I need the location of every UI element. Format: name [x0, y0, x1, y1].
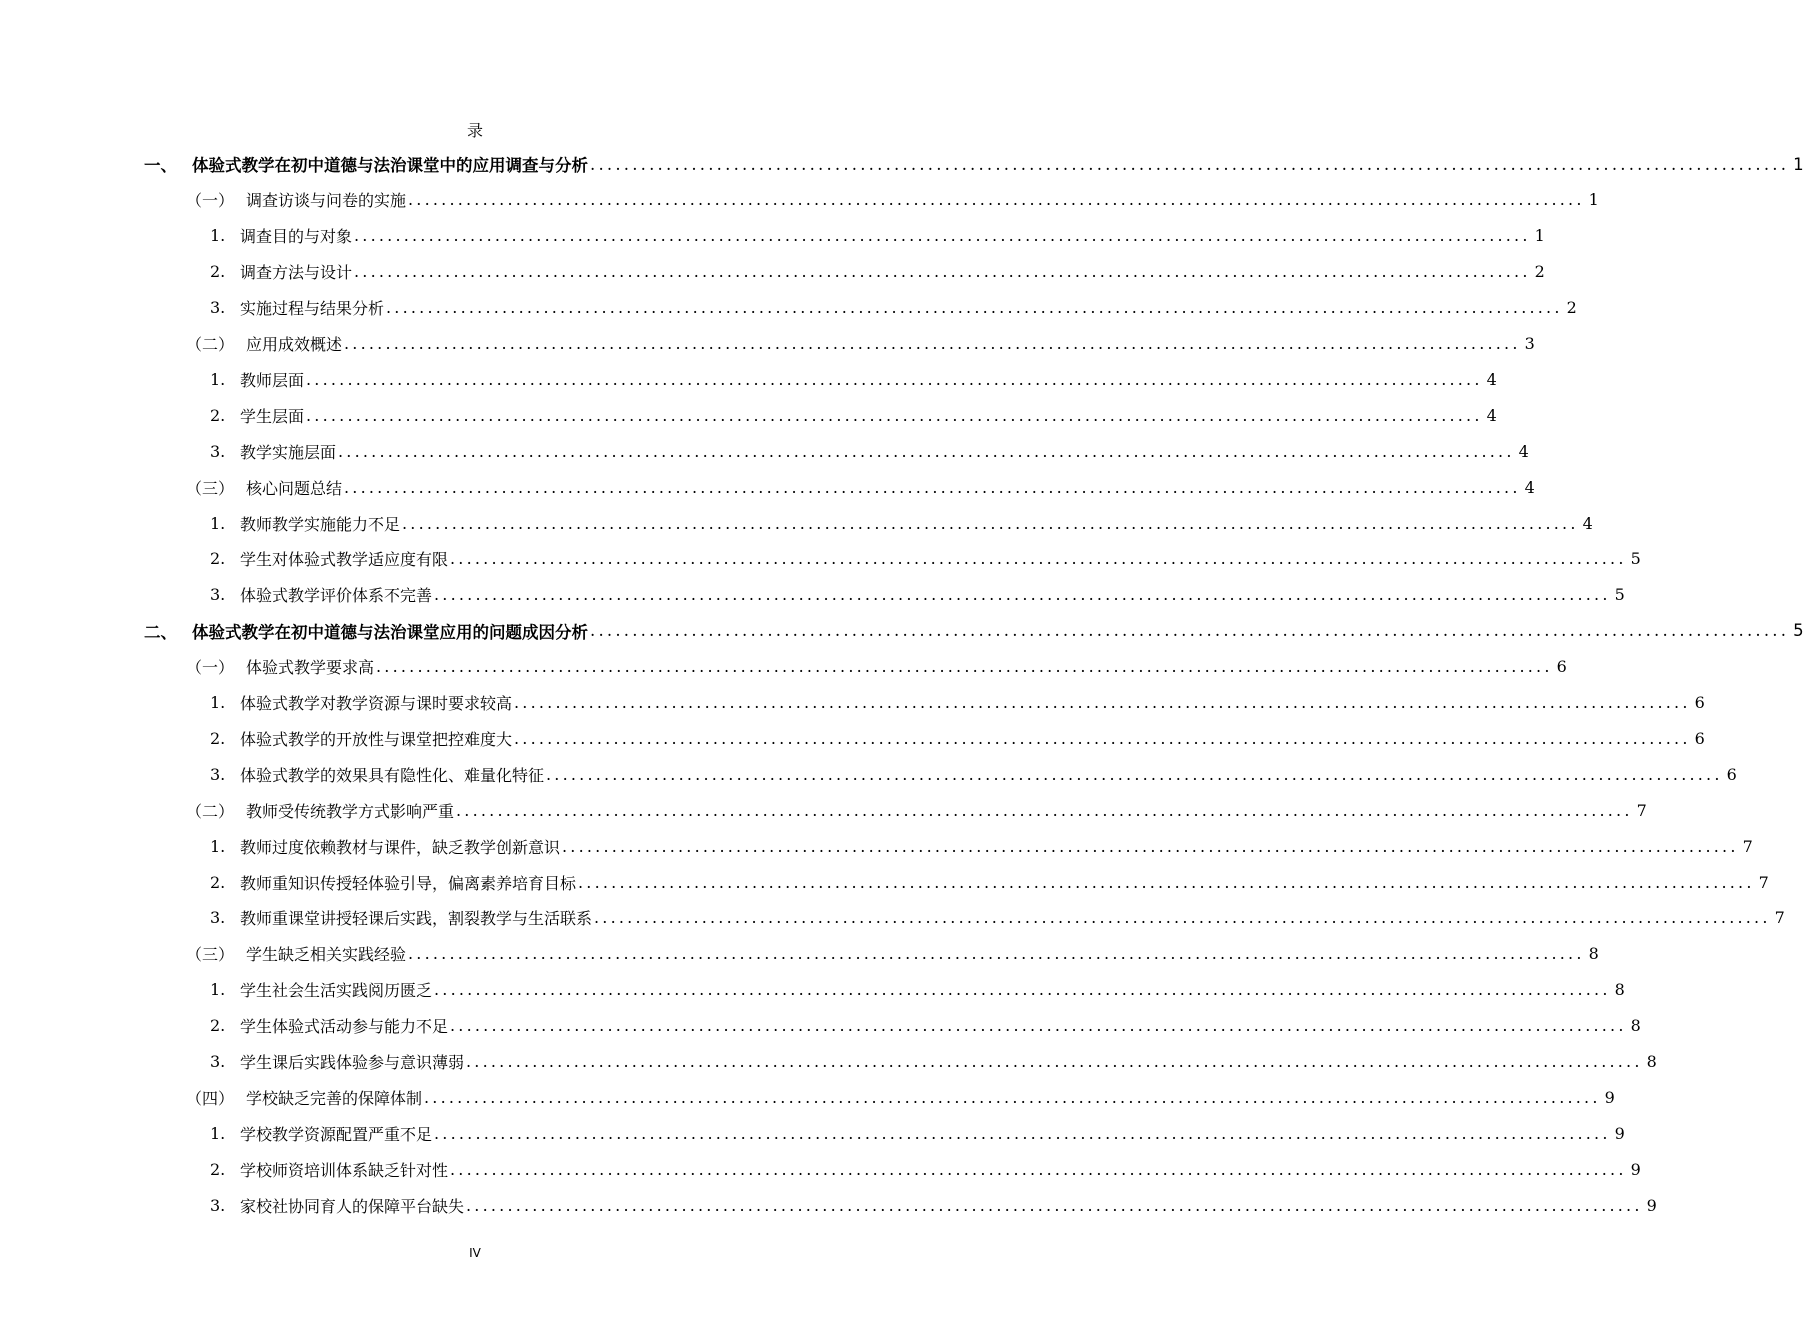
toc-entry-level-1[interactable]: [144, 613, 1804, 649]
toc-entry-page-number: 4: [1486, 369, 1497, 389]
toc-entry-level-3[interactable]: [210, 972, 1625, 1008]
toc-entry-number: 1.: [210, 513, 226, 533]
toc-entry-number: （二）: [186, 335, 235, 354]
toc-entry-title: 学生缺乏相关实践经验: [246, 945, 407, 965]
toc-entry-number: 一、: [144, 156, 177, 175]
toc-entry-page-number: 4: [1486, 405, 1497, 425]
toc-entry-page-number: 8: [1614, 980, 1625, 1000]
toc-dot-leader: ..............................................................................................................................................: [386, 298, 1563, 318]
toc-entry-page-number: 1: [1793, 154, 1804, 174]
toc-entry-number: 3.: [210, 1195, 226, 1215]
toc-entry-level-2[interactable]: [186, 1079, 1615, 1115]
toc-entry-title: 教学实施层面: [240, 442, 337, 462]
toc-entry-level-3[interactable]: [210, 1115, 1625, 1151]
toc-entry-page-number: 8: [1646, 1052, 1657, 1071]
toc-entry-page-number: 1: [1534, 226, 1545, 246]
toc-dot-leader: ..............................................................................................................................................: [514, 728, 1691, 748]
toc-entry-page-number: 5: [1793, 621, 1804, 641]
toc-dot-leader: ..............................................................................................................................................: [344, 334, 1521, 353]
toc-entry-number: 3.: [210, 764, 226, 784]
toc-entry-page-number: 9: [1630, 1159, 1641, 1179]
toc-entry-page-number: 2: [1534, 262, 1545, 282]
toc-entry-level-3[interactable]: [210, 900, 1785, 936]
toc-entry-level-3[interactable]: [210, 756, 1737, 792]
toc-entry-number: 2.: [210, 1159, 226, 1179]
toc-entry-number: 3.: [210, 298, 226, 318]
toc-dot-leader: ..............................................................................................................................................: [354, 226, 1531, 246]
toc-entry-title: 调查方法与设计: [240, 263, 353, 283]
toc-dot-leader: ..............................................................................................................................................: [376, 657, 1553, 677]
toc-entry-level-2[interactable]: [186, 936, 1599, 972]
toc-entry-title: 体验式教学在初中道德与法治课堂应用的问题成因分析: [192, 622, 588, 642]
toc-entry-number: 二、: [144, 622, 177, 642]
toc-entry-number: （三）: [186, 478, 235, 498]
toc-entry-title: 教师重知识传授轻体验引导，偏离素养培育目标: [240, 873, 577, 893]
toc-entry-level-2[interactable]: [186, 182, 1599, 218]
toc-dot-leader: ..............................................................................................................................................: [450, 549, 1627, 569]
toc-entry-level-3[interactable]: [210, 1151, 1641, 1187]
toc-dot-leader: ..............................................................................................................................................: [594, 908, 1771, 928]
toc-dot-leader: ..............................................................................................................................................: [466, 1195, 1643, 1215]
toc-dot-leader: ..............................................................................................................................................: [354, 262, 1531, 282]
toc-dot-leader: ..............................................................................................................................................: [546, 764, 1723, 784]
toc-entry-level-1[interactable]: [144, 146, 1804, 182]
toc-entry-title: 学生课后实践体验参与意识薄弱: [240, 1053, 465, 1072]
toc-dot-leader: ..............................................................................................................................................: [456, 800, 1633, 820]
toc-entry-page-number: 9: [1614, 1123, 1625, 1143]
toc-entry-number: 1.: [210, 226, 226, 246]
toc-entry-title: 实施过程与结果分析: [240, 299, 385, 319]
toc-entry-number: 2.: [210, 872, 226, 892]
toc-entry-number: 3.: [210, 1052, 226, 1071]
toc-dot-leader: ..............................................................................................................................................: [424, 1087, 1601, 1107]
toc-entry-title: 调查目的与对象: [240, 227, 353, 247]
toc-entry-title: 教师层面: [240, 370, 305, 390]
toc-entry-level-2[interactable]: [186, 326, 1535, 362]
toc-entry-level-3[interactable]: [210, 290, 1577, 326]
toc-entry-page-number: 7: [1636, 800, 1647, 820]
toc-entry-number: （三）: [186, 945, 235, 965]
toc-entry-number: 3.: [210, 585, 226, 605]
toc-entry-number: 2.: [210, 1016, 226, 1036]
toc-entry-number: 3.: [210, 441, 226, 461]
toc-entry-page-number: 7: [1758, 872, 1769, 892]
toc-entry-level-3[interactable]: [210, 577, 1625, 613]
toc-entry-level-3[interactable]: [210, 685, 1705, 721]
toc-dot-leader: ..............................................................................................................................................: [590, 154, 1790, 174]
toc-dot-leader: ..............................................................................................................................................: [514, 693, 1691, 712]
toc-entry-page-number: 7: [1742, 836, 1753, 856]
toc-dot-leader: ..............................................................................................................................................: [434, 585, 1611, 605]
toc-entry-title: 体验式教学评价体系不完善: [240, 586, 433, 606]
toc-entry-level-3[interactable]: [210, 828, 1753, 864]
toc-entry-page-number: 9: [1646, 1195, 1657, 1215]
toc-dot-leader: ..............................................................................................................................................: [450, 1159, 1627, 1179]
toc-entry-page-number: 4: [1518, 441, 1529, 461]
toc-dot-leader: ..............................................................................................................................................: [578, 872, 1755, 892]
toc-entry-page-number: 6: [1694, 693, 1705, 712]
toc-dot-leader: ..............................................................................................................................................: [306, 405, 1483, 425]
toc-entry-page-number: 8: [1630, 1016, 1641, 1036]
toc-entry-title: 教师教学实施能力不足: [240, 514, 401, 534]
toc-entry-number: 2.: [210, 549, 226, 569]
toc-dot-leader: ..............................................................................................................................................: [402, 513, 1579, 533]
toc-entry-title: 教师受传统教学方式影响严重: [246, 801, 455, 821]
toc-entry-title: 体验式教学的开放性与课堂把控难度大: [240, 729, 513, 749]
toc-dot-leader: ..............................................................................................................................................: [450, 1016, 1627, 1036]
toc-entry-title: 体验式教学在初中道德与法治课堂中的应用调查与分析: [192, 156, 588, 175]
toc-entry-page-number: 9: [1604, 1087, 1615, 1107]
toc-entry-page-number: 1: [1588, 190, 1599, 210]
toc-entry-level-3[interactable]: [210, 1044, 1657, 1080]
toc-entry-page-number: 2: [1566, 298, 1577, 318]
toc-entry-page-number: 6: [1726, 764, 1737, 784]
toc-dot-leader: ..............................................................................................................................................: [306, 369, 1483, 389]
toc-entry-title: 学校缺乏完善的保障体制: [246, 1088, 423, 1108]
toc-entry-title: 应用成效概述: [246, 335, 343, 354]
toc-entry-level-3[interactable]: [210, 1187, 1657, 1223]
toc-entry-number: 1.: [210, 836, 226, 856]
toc-entry-page-number: 5: [1630, 549, 1641, 569]
toc-entry-page-number: 3: [1524, 334, 1535, 353]
toc-entry-level-3[interactable]: [210, 218, 1545, 254]
toc-entry-page-number: 7: [1774, 908, 1785, 928]
toc-entry-title: 学生社会生活实践阅历匮乏: [240, 981, 433, 1001]
toc-entry-number: 2.: [210, 262, 226, 282]
toc-entry-level-3[interactable]: [210, 541, 1641, 577]
toc-dot-leader: ..............................................................................................................................................: [408, 190, 1585, 210]
toc-entry-level-3[interactable]: [210, 433, 1529, 469]
toc-entry-level-3[interactable]: [210, 1008, 1641, 1044]
toc-entry-title: 体验式教学的效果具有隐性化、难量化特征: [240, 765, 545, 785]
toc-entry-title: 调查访谈与问卷的实施: [246, 191, 407, 211]
toc-entry-title: 核心问题总结: [246, 478, 343, 498]
toc-entry-number: 3.: [210, 908, 226, 928]
toc-entry-level-2[interactable]: [186, 792, 1647, 828]
toc-entry-level-3[interactable]: [210, 864, 1769, 900]
toc-entry-page-number: 6: [1556, 657, 1567, 677]
toc-entry-level-3[interactable]: [210, 361, 1497, 397]
page-title: 录: [466, 121, 483, 140]
toc-entry-number: （二）: [186, 801, 235, 821]
toc-entry-level-2[interactable]: [186, 649, 1567, 685]
toc-entry-title: 教师重课堂讲授轻课后实践，割裂教学与生活联系: [240, 909, 593, 929]
toc-entry-number: （一）: [186, 658, 235, 678]
page-folio: IV: [469, 1246, 481, 1260]
toc-entry-page-number: 8: [1588, 944, 1599, 964]
toc-dot-leader: ..............................................................................................................................................: [338, 441, 1515, 461]
toc-entry-title: 家校社协同育人的保障平台缺失: [240, 1196, 465, 1216]
toc-entry-number: （一）: [186, 191, 235, 211]
toc-entry-title: 学生层面: [240, 406, 305, 426]
toc-entry-title: 体验式教学对教学资源与课时要求较高: [240, 694, 513, 713]
toc-dot-leader: ..............................................................................................................................................: [562, 836, 1739, 856]
toc-entry-title: 学校教学资源配置严重不足: [240, 1124, 433, 1144]
toc-entry-number: 1.: [210, 1123, 226, 1143]
toc-entry-number: 1.: [210, 980, 226, 1000]
toc-dot-leader: ..............................................................................................................................................: [408, 944, 1585, 964]
toc-entry-number: 1.: [210, 369, 226, 389]
toc-entry-title: 学校师资培训体系缺乏针对性: [240, 1160, 449, 1180]
toc-dot-leader: ..............................................................................................................................................: [590, 621, 1790, 641]
toc-entry-level-3[interactable]: [210, 397, 1497, 433]
toc-entry-title: 学生对体验式教学适应度有限: [240, 550, 449, 570]
toc-entry-number: 2.: [210, 405, 226, 425]
toc-entry-number: （四）: [186, 1088, 235, 1108]
toc-entry-title: 体验式教学要求高: [246, 658, 375, 678]
toc-entry-level-3[interactable]: [210, 254, 1545, 290]
toc-entry-page-number: 4: [1582, 513, 1593, 533]
toc-entry-number: 2.: [210, 728, 226, 748]
toc-dot-leader: ..............................................................................................................................................: [434, 1123, 1611, 1143]
toc-entry-page-number: 5: [1614, 585, 1625, 605]
toc-dot-leader: ..............................................................................................................................................: [466, 1052, 1643, 1071]
toc-entry-level-2[interactable]: [186, 469, 1535, 505]
toc-entry-level-3[interactable]: [210, 505, 1593, 541]
toc-entry-page-number: 4: [1524, 477, 1535, 497]
toc-dot-leader: ..............................................................................................................................................: [434, 980, 1611, 1000]
toc-entry-number: 1.: [210, 693, 226, 712]
toc-entry-title: 教师过度依赖教材与课件，缺乏教学创新意识: [240, 837, 561, 857]
toc-entry-level-3[interactable]: [210, 720, 1705, 756]
toc-entry-title: 学生体验式活动参与能力不足: [240, 1017, 449, 1037]
toc-dot-leader: ..............................................................................................................................................: [344, 477, 1521, 497]
toc-entry-page-number: 6: [1694, 728, 1705, 748]
